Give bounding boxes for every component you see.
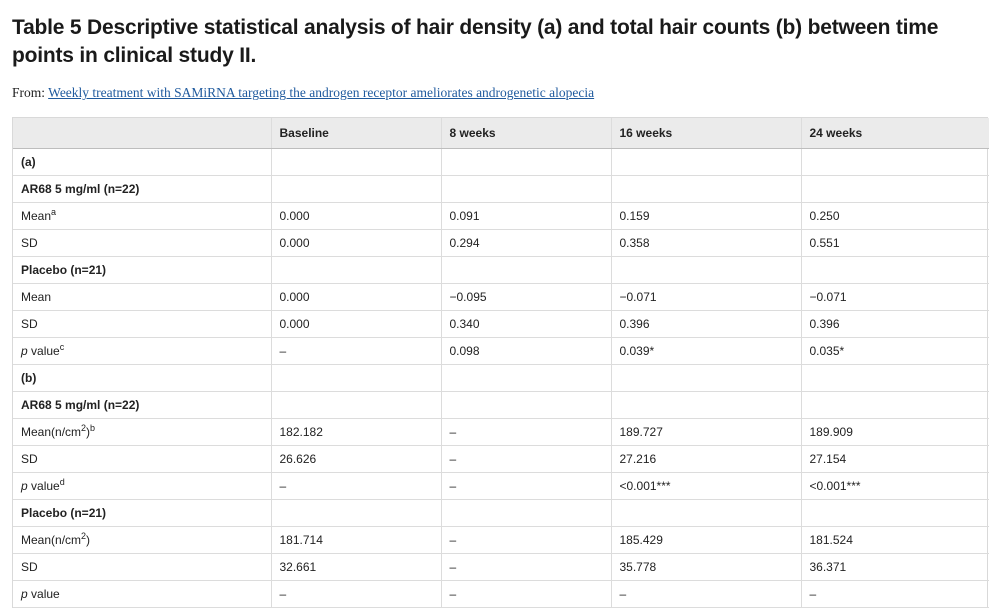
table-row bbox=[13, 203, 989, 230]
data-cell: 185.429 bbox=[611, 527, 801, 554]
column-header-baseline: Baseline bbox=[271, 118, 441, 149]
data-cell bbox=[441, 365, 611, 392]
data-cell: – bbox=[271, 581, 441, 608]
data-cell bbox=[801, 365, 989, 392]
data-cell: 181.714 bbox=[271, 527, 441, 554]
data-cell bbox=[271, 500, 441, 527]
table-row bbox=[13, 338, 989, 365]
data-cell: 0.039* bbox=[611, 338, 801, 365]
data-cell bbox=[441, 500, 611, 527]
row-label-cell: Mean bbox=[13, 284, 271, 311]
data-cell: – bbox=[441, 446, 611, 473]
data-cell bbox=[271, 392, 441, 419]
data-cell: – bbox=[441, 527, 611, 554]
data-cell: 181.524 bbox=[801, 527, 989, 554]
column-header-8weeks: 8 weeks bbox=[441, 118, 611, 149]
column-header-24weeks: 24 weeks bbox=[801, 118, 989, 149]
data-cell: 26.626 bbox=[271, 446, 441, 473]
data-cell: 189.909 bbox=[801, 419, 989, 446]
page-title: Table 5 Descriptive statistical analysis of hair density (a) and total hair counts (b) between time points in clinical study II. bbox=[12, 16, 939, 67]
table-row bbox=[13, 392, 989, 419]
data-cell: <0.001*** bbox=[611, 473, 801, 500]
data-cell: 0.000 bbox=[271, 230, 441, 257]
row-label-cell: Placebo (n=21) bbox=[13, 500, 271, 527]
data-cell bbox=[801, 176, 989, 203]
data-cell: – bbox=[441, 419, 611, 446]
data-cell bbox=[611, 257, 801, 284]
data-cell: – bbox=[611, 581, 801, 608]
data-cell bbox=[271, 149, 441, 176]
data-cell bbox=[441, 149, 611, 176]
data-cell: 0.091 bbox=[441, 203, 611, 230]
table-container bbox=[12, 117, 988, 608]
table-row bbox=[13, 311, 989, 338]
data-cell: 32.661 bbox=[271, 554, 441, 581]
data-cell bbox=[801, 500, 989, 527]
row-label-cell: p value bbox=[13, 581, 271, 608]
row-label-cell: $Mean(n/cm^2)$ bbox=[13, 527, 271, 554]
source-label: From: bbox=[12, 85, 46, 101]
table-row bbox=[13, 554, 989, 581]
data-cell: −0.071 bbox=[801, 284, 989, 311]
data-cell bbox=[271, 176, 441, 203]
data-cell: 0.340 bbox=[441, 311, 611, 338]
data-cell: – bbox=[271, 473, 441, 500]
data-cell: 0.159 bbox=[611, 203, 801, 230]
table-row bbox=[13, 581, 989, 608]
row-label-cell: (b) bbox=[13, 365, 271, 392]
row-label-cell: SD bbox=[13, 311, 271, 338]
data-cell: 189.727 bbox=[611, 419, 801, 446]
data-cell bbox=[611, 500, 801, 527]
table-header-row bbox=[13, 118, 989, 149]
row-label-cell: AR68 5 mg/ml (n=22) bbox=[13, 392, 271, 419]
table-row bbox=[13, 473, 989, 500]
row-label-cell: Placebo (n=21) bbox=[13, 257, 271, 284]
data-cell bbox=[801, 392, 989, 419]
data-cell bbox=[271, 365, 441, 392]
data-cell: 0.250 bbox=[801, 203, 989, 230]
table-header bbox=[13, 118, 989, 149]
row-label-cell: $Mean(n/cm^2)^b$ bbox=[13, 419, 271, 446]
data-cell: 0.035* bbox=[801, 338, 989, 365]
table-row bbox=[13, 257, 989, 284]
data-cell bbox=[611, 365, 801, 392]
data-cell bbox=[611, 392, 801, 419]
data-cell bbox=[801, 257, 989, 284]
column-header-rowlabel bbox=[13, 118, 271, 149]
data-cell: – bbox=[441, 554, 611, 581]
data-cell bbox=[441, 257, 611, 284]
row-label-cell: SD bbox=[13, 230, 271, 257]
data-cell bbox=[441, 176, 611, 203]
table-row bbox=[13, 500, 989, 527]
table-row bbox=[13, 446, 989, 473]
table-row bbox=[13, 176, 989, 203]
data-cell: 0.358 bbox=[611, 230, 801, 257]
data-cell: <0.001*** bbox=[801, 473, 989, 500]
data-cell: 35.778 bbox=[611, 554, 801, 581]
data-cell: 0.294 bbox=[441, 230, 611, 257]
source-article-link[interactable]: Weekly treatment with SAMiRNA targeting the androgen receptor ameliorates androgenetic alopecia bbox=[48, 85, 595, 101]
data-cell: 182.182 bbox=[271, 419, 441, 446]
row-label-cell: AR68 5 mg/ml (n=22) bbox=[13, 176, 271, 203]
table-body bbox=[13, 149, 989, 608]
data-cell: 0.396 bbox=[611, 311, 801, 338]
table-row bbox=[13, 230, 989, 257]
data-cell: 0.000 bbox=[271, 284, 441, 311]
table-row bbox=[13, 419, 989, 446]
table-row bbox=[13, 149, 989, 176]
data-cell bbox=[271, 257, 441, 284]
table-row bbox=[13, 284, 989, 311]
data-cell: 0.551 bbox=[801, 230, 989, 257]
data-cell bbox=[611, 176, 801, 203]
row-label-cell: SD bbox=[13, 446, 271, 473]
data-cell: – bbox=[271, 338, 441, 365]
data-cell bbox=[441, 392, 611, 419]
row-label-cell: SD bbox=[13, 554, 271, 581]
column-header-16weeks: 16 weeks bbox=[611, 118, 801, 149]
data-cell: −0.095 bbox=[441, 284, 611, 311]
data-cell bbox=[611, 149, 801, 176]
descriptive-statistics-table bbox=[13, 118, 989, 608]
table-row bbox=[13, 365, 989, 392]
data-cell: 0.000 bbox=[271, 203, 441, 230]
row-label-cell: (a) bbox=[13, 149, 271, 176]
table-row bbox=[13, 527, 989, 554]
data-cell: −0.071 bbox=[611, 284, 801, 311]
data-cell: – bbox=[441, 581, 611, 608]
source-line bbox=[12, 85, 988, 101]
data-cell: 0.098 bbox=[441, 338, 611, 365]
data-cell: 27.216 bbox=[611, 446, 801, 473]
row-label-cell: Mean$^a$ bbox=[13, 203, 271, 230]
data-cell bbox=[801, 149, 989, 176]
data-cell: 36.371 bbox=[801, 554, 989, 581]
data-cell: – bbox=[441, 473, 611, 500]
row-label-cell: p value$^c$ bbox=[13, 338, 271, 365]
data-cell: 0.000 bbox=[271, 311, 441, 338]
row-label-cell: p value$^d$ bbox=[13, 473, 271, 500]
data-cell: – bbox=[801, 581, 989, 608]
data-cell: 27.154 bbox=[801, 446, 989, 473]
data-cell: 0.396 bbox=[801, 311, 989, 338]
